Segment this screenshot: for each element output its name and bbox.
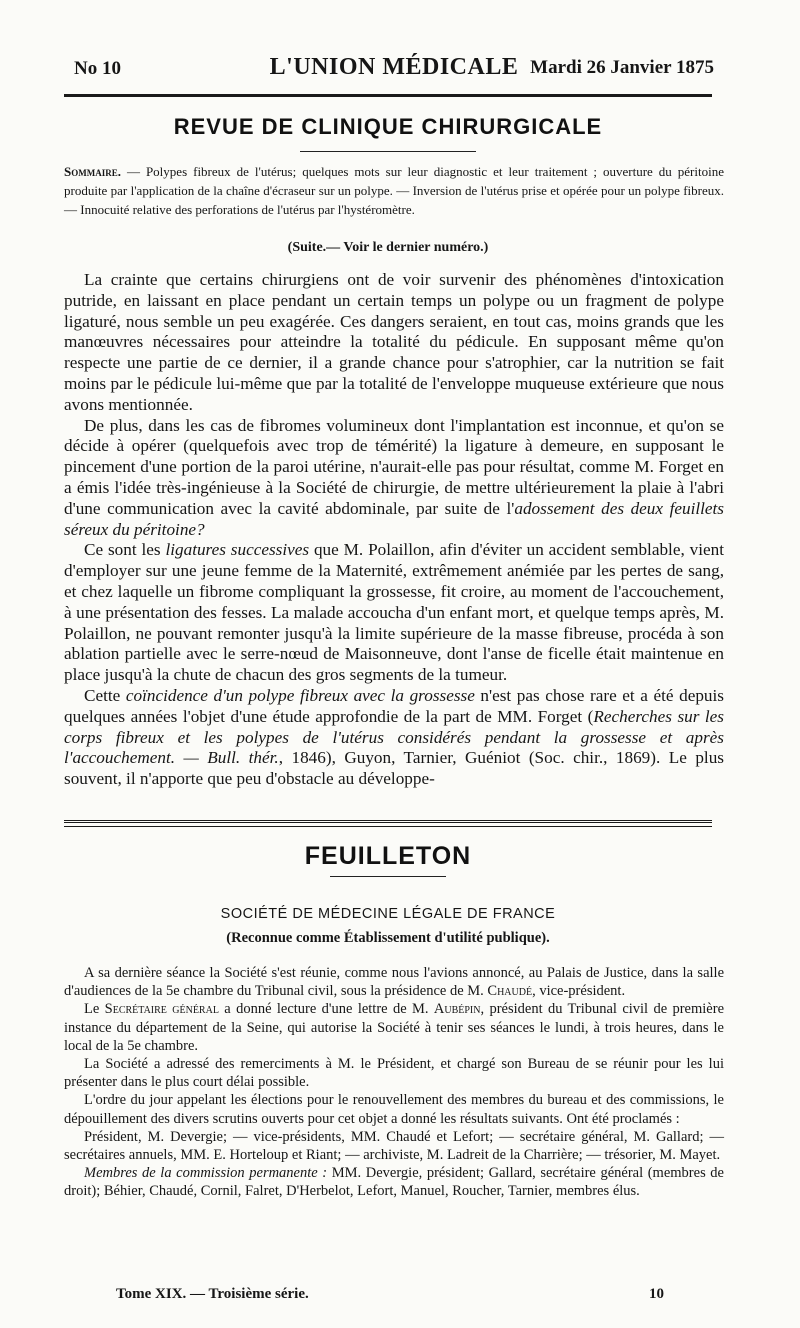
feuilleton-paragraph: A sa dernière séance la Société s'est réunie, comme nous l'avions annoncé, au Palais de Justice, dans la salle d'audiences de la 5e chambre du Tribunal civil, sous la présidence de M. Chaudé, vice-président. — [64, 965, 724, 1000]
issue-number: No 10 — [74, 58, 121, 79]
feuilleton-body — [64, 964, 724, 1201]
sommaire-text: — Polypes fibreux de l'utérus; quelques mots sur leur diagnostic et leur traitement ; ouverture du péritoine produite par l'application de la chaîne d'écraseur sur un polype. — Inversion de l'utérus prise et opérée pour un polype fibreux. — Innocuité relative des perforations de l'utérus par l'hystéromètre. — [64, 164, 724, 217]
feuilleton-separator — [64, 820, 712, 827]
feuilleton-paragraph: Président, M. Devergie; — vice-présidents, MM. Chaudé et Lefort; — secrétaire général, M. Gallard; — secrétaires annuels, MM. E. Horteloup et Riant; — archiviste, M. Ladreit de la Charrière; — trésorier, M. Mayet. — [64, 1128, 724, 1164]
page-footer — [116, 1286, 664, 1308]
revue-paragraph: Ce sont les ligatures successives que M. Polaillon, afin d'éviter un accident semblable, vient d'employer sur une jeune femme de la Maternité, extrêmement anémiée par les pertes de sang, et chez laquelle un fibrome compliquant la grossesse, fit croire, au moment de l'accouchement, à une présentation des fesses. La malade accoucha d'un enfant mort, et quelque temps après, M. Polaillon, ne pouvant remonter jusqu'à la limite supérieure de la masse fibreuse, procéda à son ablation partielle avec le serre-nœud de Maisonneuve, dont l'anse de ficelle était maintenue en place jusqu'à la chute de chacun des gros segments de la tumeur. — [64, 540, 724, 685]
journal-title: L'UNION MÉDICALE — [269, 54, 519, 80]
feuilleton-paragraph: La Société a adressé des remerciments à M. le Président, et chargé son Bureau de se réunir pour les lui présenter dans le plus court délai possible. — [64, 1056, 724, 1091]
header-rule — [64, 94, 712, 97]
page-header — [74, 54, 714, 86]
feuilleton-paragraph: L'ordre du jour appelant les élections pour le renouvellement des membres du bureau et des commissions, le dépouillement des divers scrutins ouverts pour cet objet a donné les résultats suivants. Ont été proclamés : — [64, 1092, 724, 1127]
revue-body — [64, 270, 724, 790]
feuilleton-title: FEUILLETON — [304, 842, 472, 870]
tome-label: Tome XIX. — Troisième série. — [116, 1286, 309, 1302]
issue-date: Mardi 26 Janvier 1875 — [530, 57, 714, 78]
society-recognition: (Reconnue comme Établissement d'utilité publique). — [226, 930, 550, 946]
sommaire — [64, 162, 724, 219]
revue-paragraph: Cette coïncidence d'un polype fibreux avec la grossesse n'est pas chose rare et a été depuis quelques années l'objet d'une étude approfondie de la part de MM. Forget (Recherches sur les corps fibreux et les polypes de l'utérus considérés pendant la grossesse et après l'accouchement. — Bull. thér., 1846), Guyon, Tarnier, Guéniot (Soc. chir., 1869). Le plus souvent, il n'apporte que peu d'obstacle au développe- — [64, 685, 724, 789]
revue-title-rule — [300, 151, 476, 152]
sommaire-label: Sommaire. — [64, 164, 121, 179]
page-number: 10 — [649, 1286, 664, 1302]
feuilleton-paragraph: Le Secrétaire général a donné lecture d'une lettre de M. Aubépin, président du Tribunal civil de première instance du département de la Seine, qui autorise la Société à tenir ses séances le lundi, à trois heures, dans le local de la 5e chambre. — [64, 1001, 725, 1054]
feuilleton-title-rule — [330, 876, 446, 877]
feuilleton-paragraph: Membres de la commission permanente : MM. Devergie, président; Gallard, secrétaire général (membres de droit); Béhier, Chaudé, Cornil, Falret, D'Herbelot, Lefort, Manuel, Roucher, Tarnier, membres élus. — [64, 1165, 724, 1200]
revue-paragraph: La crainte que certains chirurgiens ont de voir survenir des phénomènes d'intoxication putride, en laissant en place pendant un certain temps un polype ou un fragment de polype ligaturé, nous semble un peu exagérée. Ces dangers seraient, en tout cas, moins grands que les manœuvres nécessaires pour atteindre la totalité du pédicule. En supposant même qu'on respecte une partie de ce dernier, il a grande chance pour s'atrophier, car la nutrition se fait moins par le pédicule lui-même que par la totalité de l'enveloppe muqueuse extérieure que nous avons mentionnée. — [64, 270, 724, 414]
revue-title: REVUE DE CLINIQUE CHIRURGICALE — [173, 114, 603, 139]
revue-paragraph: De plus, dans les cas de fibromes volumineux dont l'implantation est inconnue, et qu'on se décide à opérer (quelquefois avec trop de témérité) la ligature à demeure, en supposant le pincement d'une portion de la paroi utérine, n'aurait-elle pas pour résultat, comme M. Forget en a émis l'idée très-ingénieuse à la Société de chirurgie, de mettre ultérieurement la plaie à l'abri d'une communication avec la cavité abdominale, par suite de l'adossement des deux feuillets séreux du péritoine? — [64, 415, 724, 539]
society-name: SOCIÉTÉ DE MÉDECINE LÉGALE DE FRANCE — [220, 906, 556, 922]
suite-note: (Suite.— Voir le dernier numéro.) — [287, 240, 489, 255]
